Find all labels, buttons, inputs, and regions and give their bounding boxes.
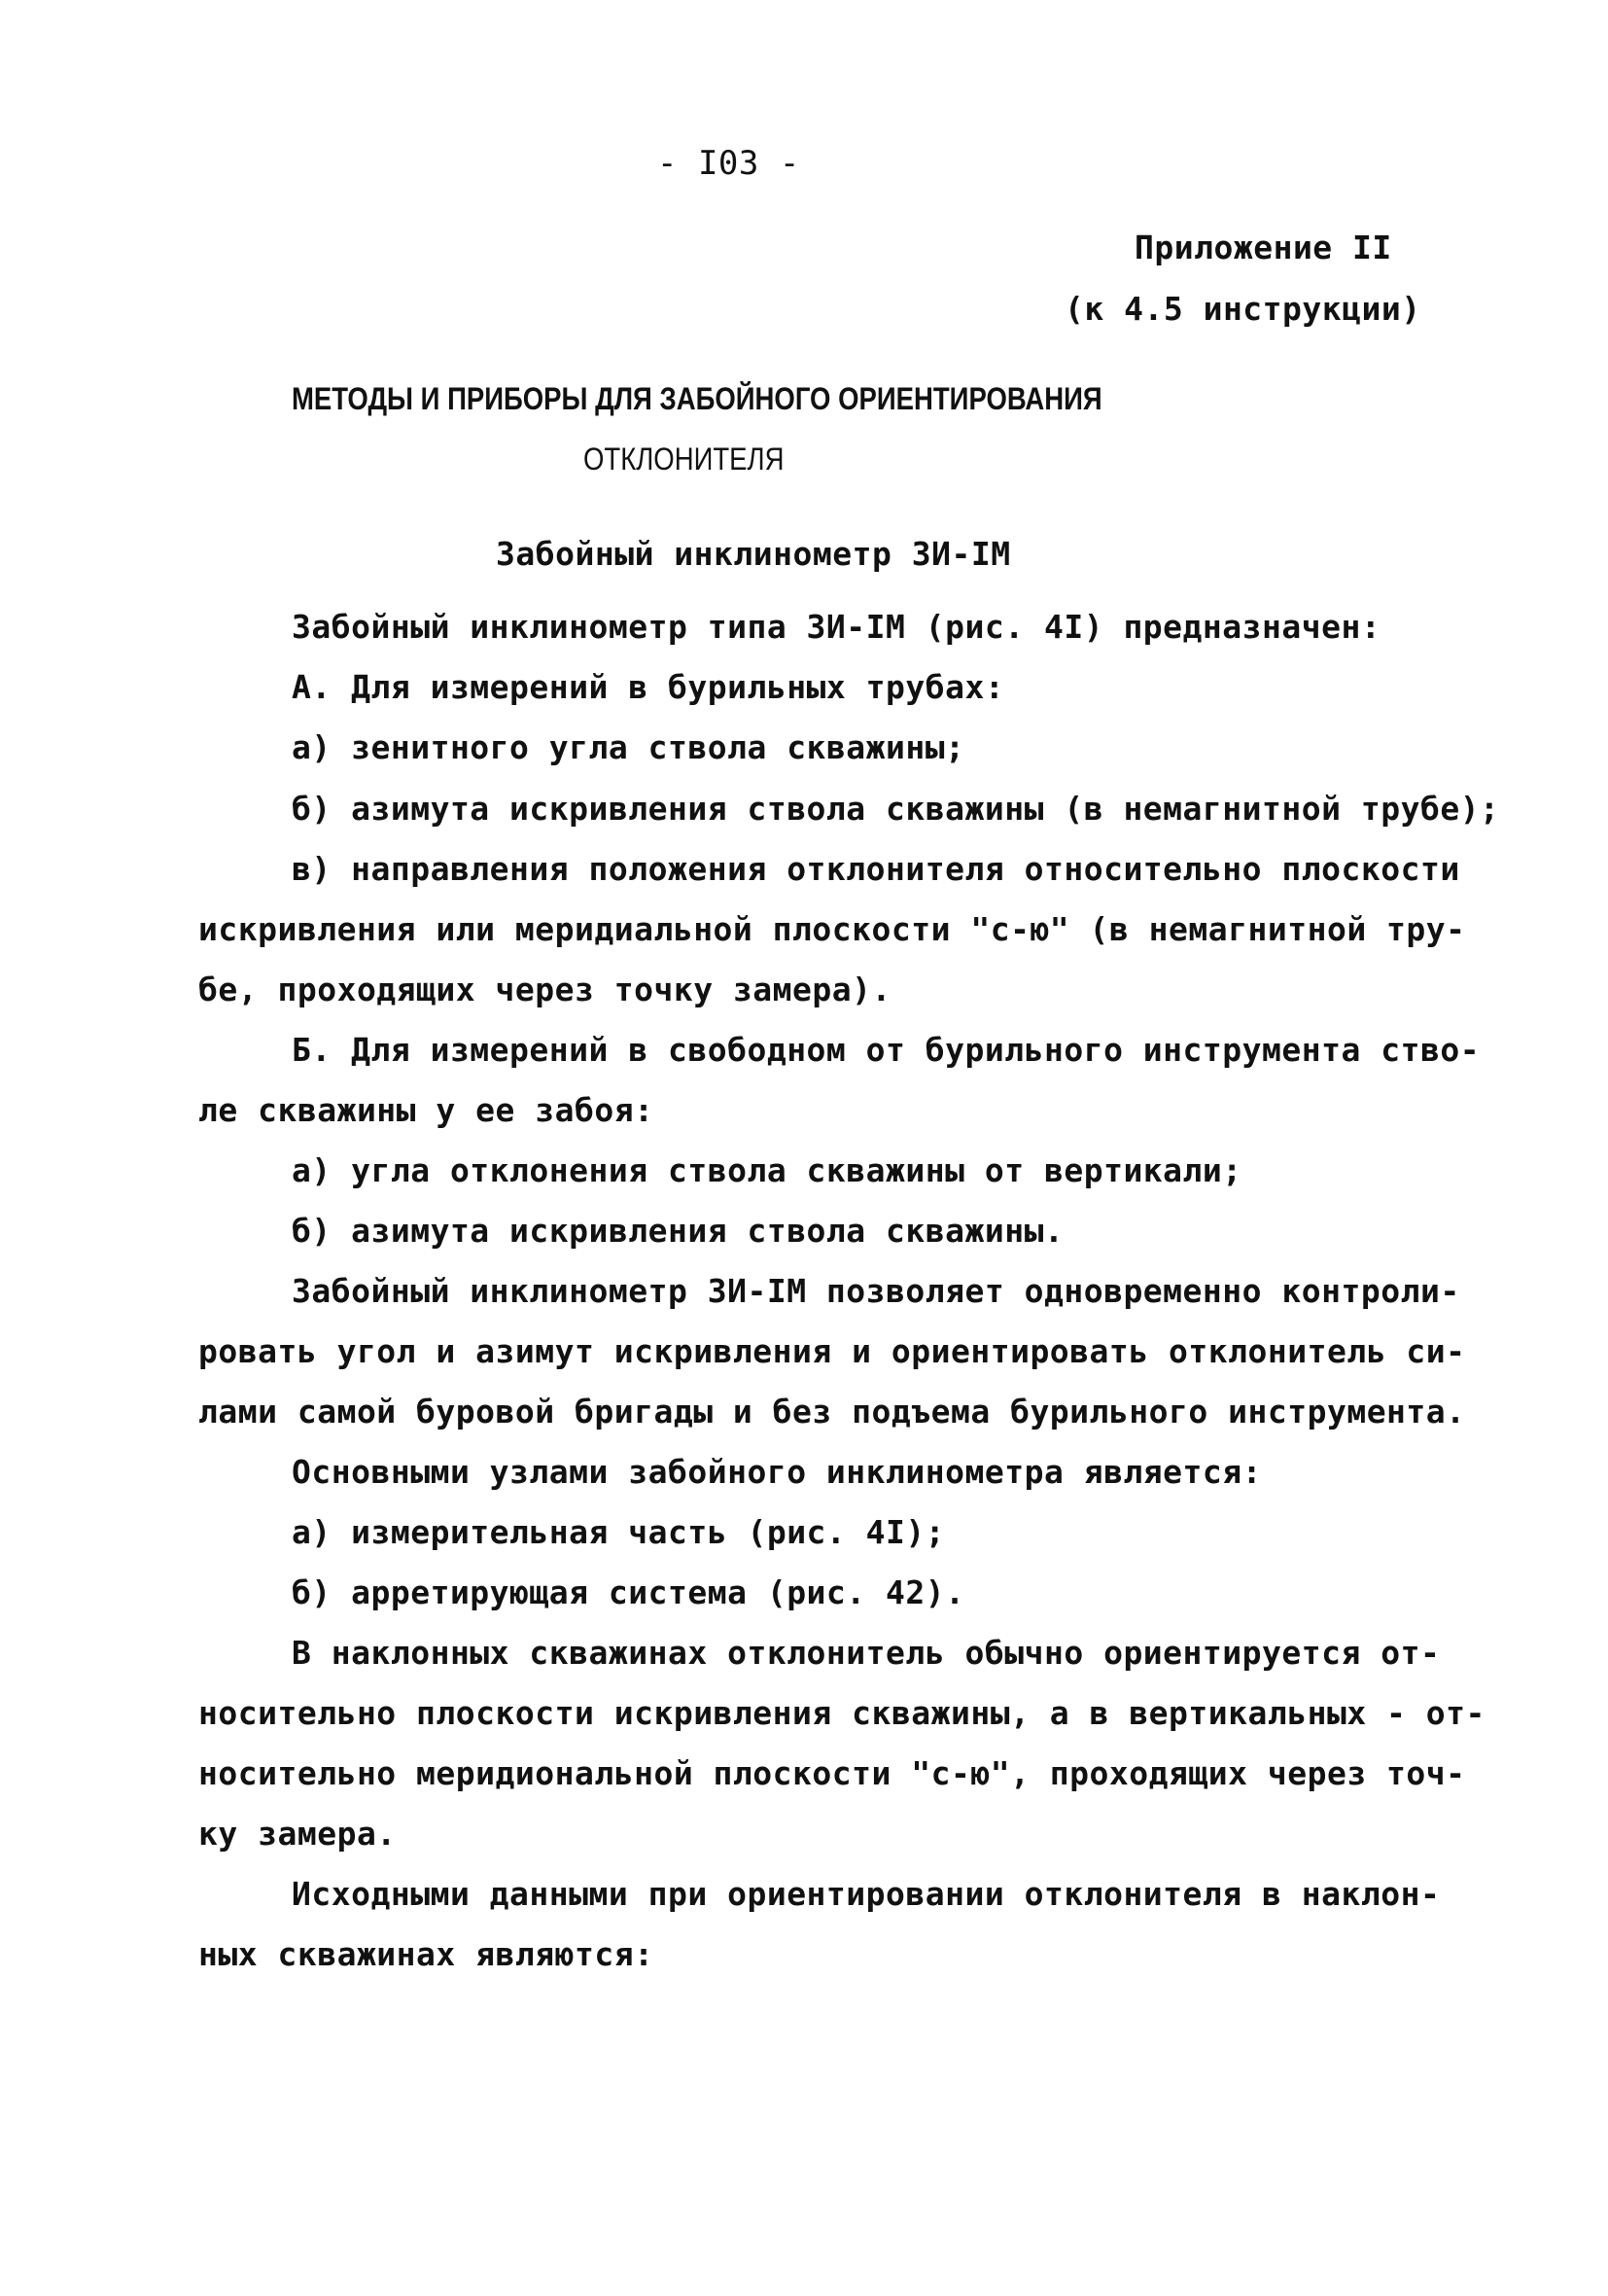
body-line: а) угла отклонения ствола скважины от вертикали; bbox=[292, 1151, 1242, 1189]
title-line-1: МЕТОДЫ И ПРИБОРЫ ДЛЯ ЗАБОЙНОГО ОРИЕНТИРОВАНИЯ bbox=[292, 381, 1102, 416]
body-line: Забойный инклинометр типа ЗИ-IМ (рис. 4I) предназначен: bbox=[292, 608, 1381, 646]
body-line: Исходными данными при ориентировании отклонителя в наклон- bbox=[292, 1875, 1441, 1913]
body-line: а) измерительная часть (рис. 4I); bbox=[292, 1513, 946, 1551]
title-line-2: ОТКЛОНИТЕЛЯ bbox=[583, 442, 785, 477]
body-line: бе, проходящих через точку замера). bbox=[198, 971, 891, 1008]
body-line: искривления или меридиальной плоскости "с-ю" (в немагнитной тру- bbox=[198, 910, 1466, 948]
body-line: А. Для измерений в бурильных трубах: bbox=[292, 668, 1005, 706]
body-line: б) азимута искривления ствола скважины (в немагнитной трубе); bbox=[292, 790, 1500, 828]
section-subtitle: Забойный инклинометр ЗИ-IМ bbox=[496, 535, 1011, 573]
body-line: а) зенитного угла ствола скважины; bbox=[292, 728, 965, 766]
body-line: носительно плоскости искривления скважины, а в вертикальных - от- bbox=[198, 1694, 1486, 1732]
body-line: в) направления положения отклонителя относительно плоскости bbox=[292, 850, 1460, 888]
body-line: б) азимута искривления ствола скважины. bbox=[292, 1212, 1065, 1250]
body-line: ле скважины у ее забоя: bbox=[198, 1091, 654, 1129]
body-line: ных скважинах являются: bbox=[198, 1935, 654, 1973]
body-line: Забойный инклинометр ЗИ-IМ позволяет одновременно контроли- bbox=[292, 1272, 1460, 1310]
body-line: Основными узлами забойного инклинометра является: bbox=[292, 1453, 1263, 1491]
appendix-reference: (к 4.5 инструкции) bbox=[1065, 290, 1421, 328]
appendix-label: Приложение II bbox=[1135, 229, 1392, 266]
body-line: носительно меридиональной плоскости "с-ю", проходящих через точ- bbox=[198, 1754, 1466, 1792]
body-line: лами самой буровой бригады и без подъема бурильного инструмента. bbox=[198, 1393, 1466, 1431]
body-line: ку замера. bbox=[198, 1815, 397, 1853]
body-line: б) арретирующая система (рис. 42). bbox=[292, 1573, 965, 1611]
page-number: - I03 - bbox=[657, 144, 800, 183]
body-line: Б. Для измерений в свободном от бурильного инструмента ство- bbox=[292, 1031, 1481, 1069]
body-line: ровать угол и азимут искривления и ориентировать отклонитель си- bbox=[198, 1332, 1466, 1370]
body-line: В наклонных скважинах отклонитель обычно ориентируется от- bbox=[292, 1634, 1441, 1672]
